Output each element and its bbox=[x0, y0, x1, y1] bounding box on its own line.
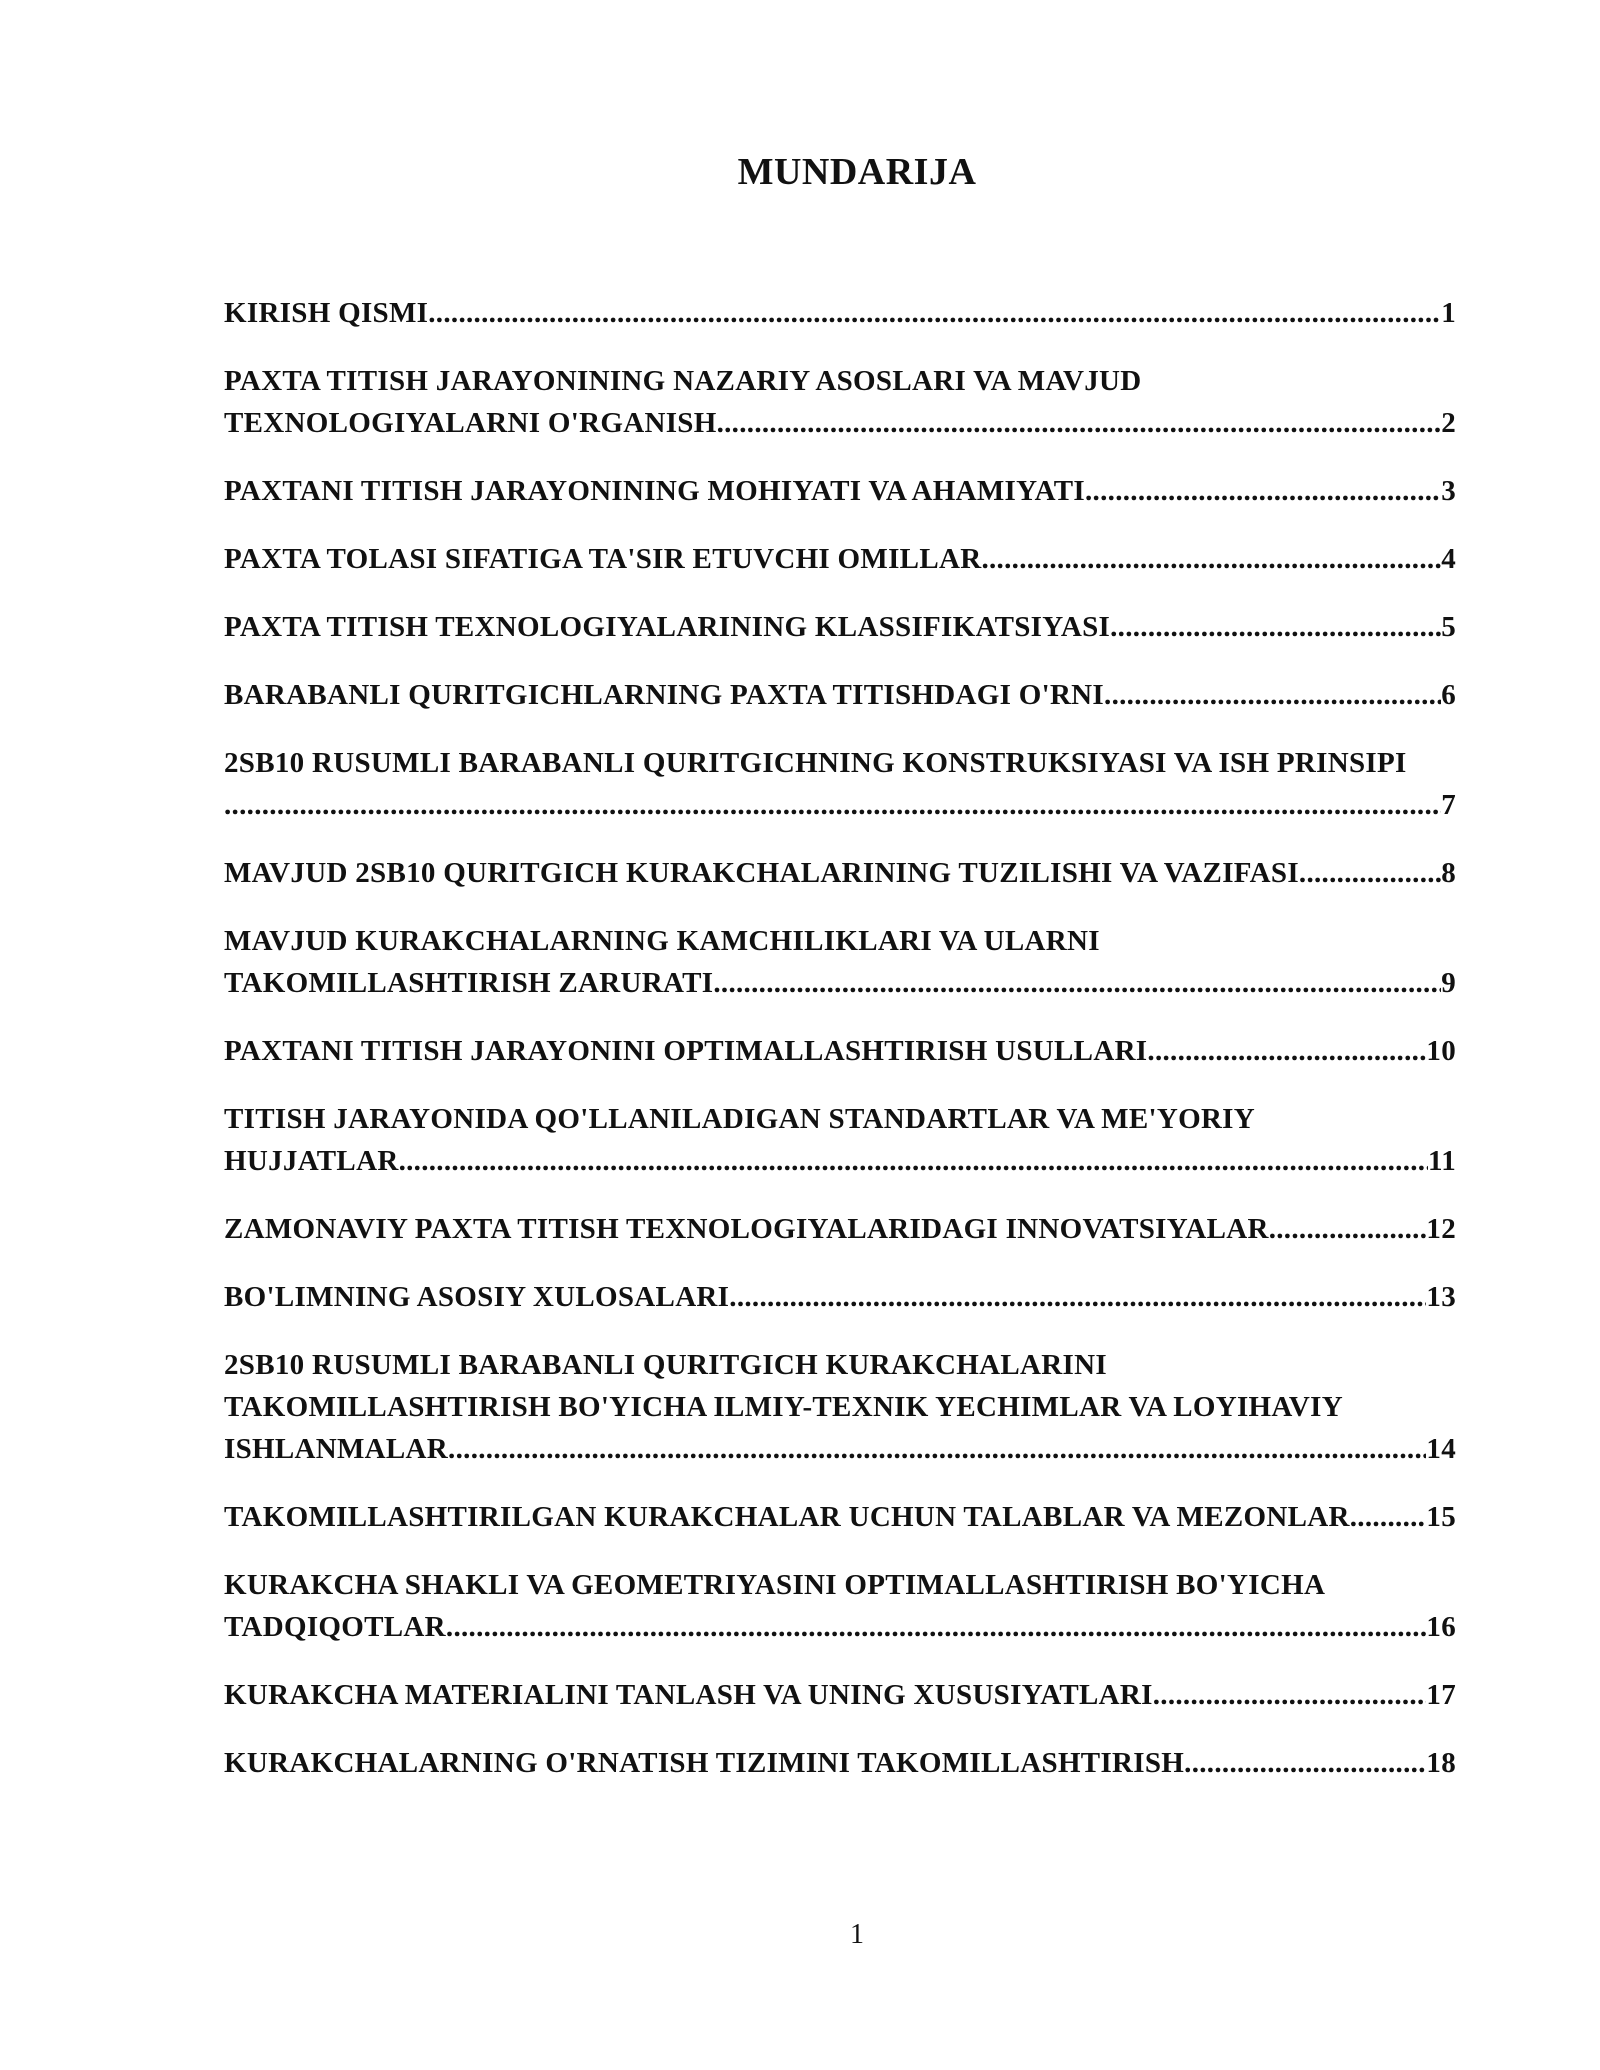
toc-page-number: 11 bbox=[1428, 1145, 1456, 1177]
toc-leader-dots bbox=[717, 402, 1442, 444]
toc-entry-leader-line bbox=[224, 292, 1456, 334]
toc-entry-text: TADQIQOTLAR bbox=[224, 1611, 446, 1643]
toc-entry-leader-line bbox=[224, 538, 1456, 580]
toc-leader-dots bbox=[446, 1606, 1426, 1648]
toc-page-number: 3 bbox=[1441, 475, 1456, 507]
toc-leader-dots bbox=[1299, 852, 1441, 894]
toc-page-number: 18 bbox=[1426, 1747, 1456, 1779]
toc-leader-dots bbox=[1184, 1742, 1426, 1784]
toc-page-number: 16 bbox=[1426, 1611, 1456, 1643]
toc-entry-text: TITISH JARAYONIDA QO'LLANILADIGAN STANDARTLAR VA ME'YORIY bbox=[224, 1103, 1256, 1135]
page-number: 1 bbox=[850, 1919, 864, 1950]
toc-page-number: 1 bbox=[1441, 297, 1456, 329]
toc-entry-text: TAKOMILLASHTIRISH ZARURATI bbox=[224, 967, 714, 999]
toc-leader-dots bbox=[224, 784, 1441, 826]
toc-leader-dots bbox=[1147, 1030, 1426, 1072]
toc-entry-text: KURAKCHA MATERIALINI TANLASH VA UNING XUSUSIYATLARI bbox=[224, 1679, 1153, 1711]
toc-entry[interactable] bbox=[224, 1098, 1456, 1182]
toc-entry-text: 2SB10 RUSUMLI BARABANLI QURITGICH KURAKCHALARINI bbox=[224, 1349, 1107, 1381]
toc-leader-dots bbox=[428, 292, 1441, 334]
toc-leader-dots bbox=[713, 962, 1441, 1004]
toc-entry[interactable] bbox=[224, 538, 1456, 580]
toc-leader-dots bbox=[1153, 1674, 1427, 1716]
toc-leader-dots bbox=[729, 1276, 1426, 1318]
toc-entry-text: BARABANLI QURITGICHLARNING PAXTA TITISHDAGI O'RNI bbox=[224, 679, 1105, 711]
toc-entry-text: PAXTA TITISH JARAYONINING NAZARIY ASOSLARI VA MAVJUD bbox=[224, 365, 1142, 397]
toc-entry-leader-line bbox=[224, 1428, 1456, 1470]
toc-entry-text: ISHLANMALAR bbox=[224, 1433, 449, 1465]
toc-page-number: 5 bbox=[1441, 611, 1456, 643]
toc-entry[interactable] bbox=[224, 1344, 1456, 1470]
toc-entry[interactable] bbox=[224, 852, 1456, 894]
toc-entry[interactable] bbox=[224, 1496, 1456, 1538]
toc-entry-text: 2SB10 RUSUMLI BARABANLI QURITGICHNING KONSTRUKSIYASI VA ISH PRINSIPI bbox=[224, 747, 1407, 779]
toc-entry-leader-line bbox=[224, 1208, 1456, 1250]
toc-page-number: 2 bbox=[1441, 407, 1456, 439]
toc-entry-text: BO'LIMNING ASOSIY XULOSALARI bbox=[224, 1281, 730, 1313]
toc-page-number: 17 bbox=[1426, 1679, 1456, 1711]
toc-entry[interactable] bbox=[224, 292, 1456, 334]
toc-entry-text: PAXTA TOLASI SIFATIGA TA'SIR ETUVCHI OMILLAR bbox=[224, 543, 982, 575]
toc-entry-leader-line bbox=[224, 1030, 1456, 1072]
toc-entry-leader-line bbox=[224, 1742, 1456, 1784]
toc-entry-leader-line bbox=[224, 606, 1456, 648]
toc-entry-leader-line bbox=[224, 674, 1456, 716]
toc-page-number: 15 bbox=[1426, 1501, 1456, 1533]
toc-entry[interactable] bbox=[224, 606, 1456, 648]
toc-entry-leader-line bbox=[224, 962, 1456, 1004]
toc-entry[interactable] bbox=[224, 920, 1456, 1004]
toc-entry-leader-line bbox=[224, 784, 1456, 826]
toc-entry[interactable] bbox=[224, 1742, 1456, 1784]
toc-entry[interactable] bbox=[224, 1030, 1456, 1072]
toc-entry-text: KURAKCHALARNING O'RNATISH TIZIMINI TAKOMILLASHTIRISH bbox=[224, 1747, 1185, 1779]
toc-entry-text: HUJJATLAR bbox=[224, 1145, 399, 1177]
toc-page-number: 8 bbox=[1441, 857, 1456, 889]
page-title: MUNDARIJA bbox=[737, 151, 977, 193]
toc-entry-text: KIRISH QISMI bbox=[224, 297, 429, 329]
toc-entry-leader-line bbox=[224, 1140, 1456, 1182]
toc-entry-text: KURAKCHA SHAKLI VA GEOMETRIYASINI OPTIMALLASHTIRISH BO'YICHA bbox=[224, 1569, 1326, 1601]
toc-entry[interactable] bbox=[224, 674, 1456, 716]
toc-entry[interactable] bbox=[224, 1674, 1456, 1716]
toc-page-number: 10 bbox=[1426, 1035, 1456, 1067]
toc-entry-leader-line bbox=[224, 1496, 1456, 1538]
toc-entry-text: MAVJUD KURAKCHALARNING KAMCHILIKLARI VA ULARNI bbox=[224, 925, 1100, 957]
toc-leader-dots bbox=[1350, 1496, 1427, 1538]
toc-entry[interactable] bbox=[224, 1564, 1456, 1648]
toc-entry-text: ZAMONAVIY PAXTA TITISH TEXNOLOGIYALARIDAGI INNOVATSIYALAR bbox=[224, 1213, 1269, 1245]
toc-entry-leader-line bbox=[224, 852, 1456, 894]
toc-page-number: 4 bbox=[1441, 543, 1456, 575]
toc-entry[interactable] bbox=[224, 360, 1456, 444]
toc-page-number: 7 bbox=[1441, 789, 1456, 821]
toc-entry-leader-line bbox=[224, 1606, 1456, 1648]
toc-entry-text: PAXTANI TITISH JARAYONINI OPTIMALLASHTIRISH USULLARI bbox=[224, 1035, 1148, 1067]
toc-entry-text: PAXTANI TITISH JARAYONINING MOHIYATI VA AHAMIYATI bbox=[224, 475, 1085, 507]
toc-page-number: 6 bbox=[1441, 679, 1456, 711]
toc-leader-dots bbox=[448, 1428, 1426, 1470]
toc-entry-leader-line bbox=[224, 1276, 1456, 1318]
toc-entry[interactable] bbox=[224, 742, 1456, 826]
toc-leader-dots bbox=[1269, 1208, 1427, 1250]
table-of-contents bbox=[224, 292, 1456, 1810]
toc-leader-dots bbox=[981, 538, 1441, 580]
toc-leader-dots bbox=[1104, 674, 1441, 716]
toc-leader-dots bbox=[399, 1140, 1428, 1182]
toc-entry[interactable] bbox=[224, 1208, 1456, 1250]
toc-entry[interactable] bbox=[224, 470, 1456, 512]
toc-leader-dots bbox=[1085, 470, 1441, 512]
toc-entry[interactable] bbox=[224, 1276, 1456, 1318]
toc-entry-text: MAVJUD 2SB10 QURITGICH KURAKCHALARINING TUZILISHI VA VAZIFASI bbox=[224, 857, 1299, 889]
toc-entry-leader-line bbox=[224, 470, 1456, 512]
toc-page-number: 12 bbox=[1426, 1213, 1456, 1245]
toc-entry-text: TEXNOLOGIYALARNI O'RGANISH bbox=[224, 407, 717, 439]
toc-entry-text: PAXTA TITISH TEXNOLOGIYALARINING KLASSIFIKATSIYASI bbox=[224, 611, 1111, 643]
toc-leader-dots bbox=[1110, 606, 1441, 648]
toc-page-number: 9 bbox=[1441, 967, 1456, 999]
toc-page-number: 14 bbox=[1426, 1433, 1456, 1465]
toc-entry-leader-line bbox=[224, 402, 1456, 444]
toc-page-number: 13 bbox=[1426, 1281, 1456, 1313]
toc-entry-leader-line bbox=[224, 1674, 1456, 1716]
toc-entry-text: TAKOMILLASHTIRILGAN KURAKCHALAR UCHUN TALABLAR VA MEZONLAR bbox=[224, 1501, 1350, 1533]
toc-entry-text: TAKOMILLASHTIRISH BO'YICHA ILMIY-TEXNIK YECHIMLAR VA LOYIHAVIY bbox=[224, 1391, 1343, 1423]
